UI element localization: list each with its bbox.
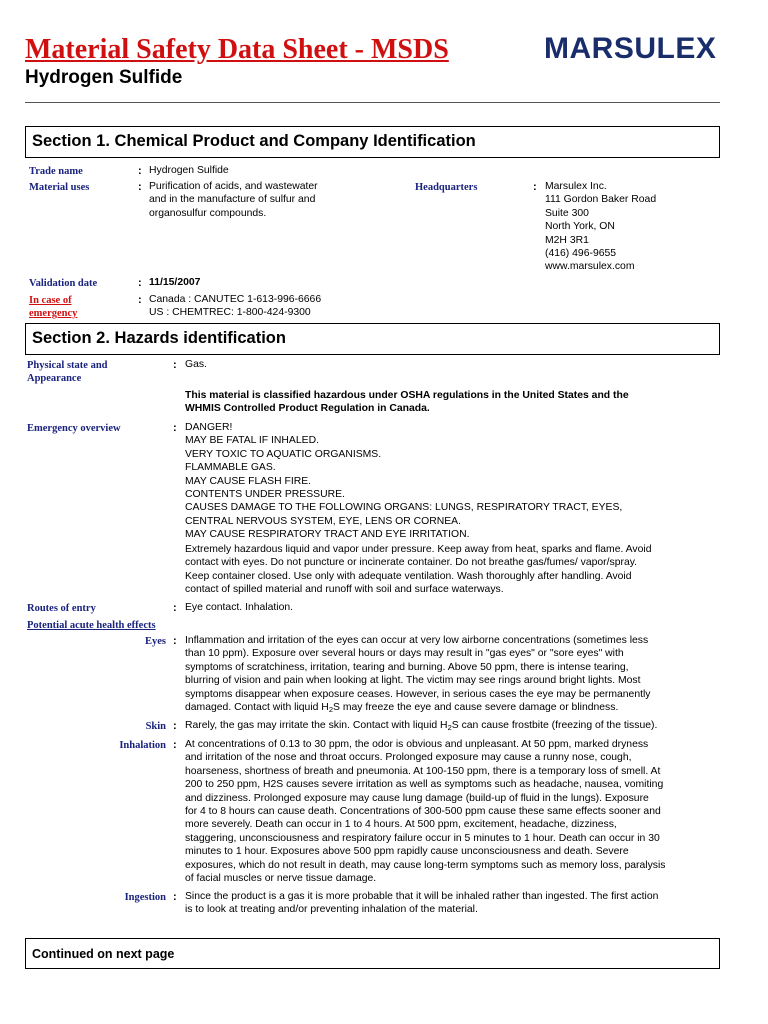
trade-name-label: Trade name xyxy=(29,166,83,177)
section-1-header xyxy=(25,126,720,158)
eyes-effects-text-end: S may freeze the eye and cause severe damage or blindness. xyxy=(333,702,619,714)
header-divider xyxy=(25,102,720,103)
routes-of-entry-value: Eye contact. Inhalation. xyxy=(185,602,294,613)
osha-classification-notice: This material is classified hazardous under OSHA regulations in the United States and the WHMIS Controlled Product Regulation in Canada. xyxy=(185,390,629,415)
colon: : xyxy=(533,181,537,193)
physical-state-value: Gas. xyxy=(185,359,207,370)
continued-text: Continued on next page xyxy=(32,947,175,961)
colon: : xyxy=(138,181,142,193)
emergency-overview-label: Emergency overview xyxy=(27,423,121,434)
eyes-effects xyxy=(185,634,720,714)
validation-date-label: Validation date xyxy=(29,278,98,289)
routes-of-entry-label: Routes of entry xyxy=(27,603,96,614)
skin-label: Skin xyxy=(145,721,166,732)
skin-effects-text-end: S can cause frostbite (freezing of the tissue). xyxy=(451,720,658,731)
physical-state-label: Physical state and Appearance xyxy=(27,360,108,384)
section-2-header xyxy=(25,323,720,355)
colon: : xyxy=(138,294,142,306)
colon: : xyxy=(173,720,177,732)
skin-effects xyxy=(185,719,657,732)
continued-footer xyxy=(25,938,720,969)
section-2-title: Section 2. Hazards identification xyxy=(32,329,286,347)
colon: : xyxy=(138,277,142,289)
eyes-effects-text: Inflammation and irritation of the eyes can occur at very low airborne concentrations (sometimes less than 10 ppm). Exposure over several hours or days may result in "gas eyes" or "sore eyes" with symptoms of scratchiness, irritation, tearing and burning. Above 50 ppm, there is intense tearing, blurring of vision and pain when looking at light. The victim may see rings around bright lights. Most symptoms disappear when exposure ceases. However, in serious cases the eye may be permanently damaged. Contact with liquid H xyxy=(185,635,651,714)
emergency-overview-warnings: DANGER! MAY BE FATAL IF INHALED. VERY TOXIC TO AQUATIC ORGANISMS. FLAMMABLE GAS. MAY CAUSE FLASH FIRE. CONTENTS UNDER PRESSURE. CAUSES DAMAGE TO THE FOLLOWING ORGANS: LUNGS, RESPIRATORY TRACT, EYES, CENTRAL NERVOUS SYSTEM, EYE, LENS OR CORNEA. MAY CAUSE RESPIRATORY TRACT AND EYE IRRITATION. xyxy=(185,422,623,541)
colon: : xyxy=(173,422,177,434)
headquarters-address: Marsulex Inc. 111 Gordon Baker Road Suite 300 North York, ON M2H 3R1 (416) 496-9655 www.marsulex.com xyxy=(545,181,657,273)
subscript: 2 xyxy=(447,723,452,732)
product-subtitle: Hydrogen Sulfide xyxy=(25,67,183,88)
ingestion-label: Ingestion xyxy=(124,892,166,903)
acute-health-effects-heading: Potential acute health effects xyxy=(27,620,156,631)
emergency-contact-value: Canada : CANUTEC 1-613-996-6666 US : CHEMTREC: 1-800-424-9300 xyxy=(149,294,322,319)
colon: : xyxy=(173,602,177,614)
emergency-overview-text: Extremely hazardous liquid and vapor under pressure. Keep away from heat, sparks and flame. Avoid contact with eyes. Do not puncture or incinerate container. Do not breathe gas/fumes/ vapor/spray. Keep container closed. Use only with adequate ventilation. Wash thoroughly after handling. Avoid contact of spilled material and runoff with soil and surface waterways. xyxy=(185,544,652,596)
marsulex-logo: MARSULEX xyxy=(544,32,717,65)
skin-effects-text: Rarely, the gas may irritate the skin. Contact with liquid H xyxy=(185,720,448,731)
colon: : xyxy=(173,359,177,371)
section-1-title: Section 1. Chemical Product and Company Identification xyxy=(32,132,476,150)
trade-name-value: Hydrogen Sulfide xyxy=(149,165,229,176)
material-uses-value: Purification of acids, and wastewater and in the manufacture of sulfur and organosulfur compounds. xyxy=(149,181,318,219)
inhalation-label: Inhalation xyxy=(119,740,166,751)
validation-date-value: 11/15/2007 xyxy=(149,277,201,288)
colon: : xyxy=(138,165,142,177)
headquarters-label: Headquarters xyxy=(415,182,478,193)
emergency-contact-label: In case of emergency xyxy=(29,295,78,319)
eyes-label: Eyes xyxy=(145,636,166,647)
colon: : xyxy=(173,891,177,903)
document-title: Material Safety Data Sheet - MSDS xyxy=(25,34,449,65)
ingestion-effects: Since the product is a gas it is more probable that it will be inhaled rather than ingested. The first action is to look at treating and/or preventing inhalation of the material. xyxy=(185,891,659,916)
colon: : xyxy=(173,635,177,647)
subscript: 2 xyxy=(328,705,333,715)
material-uses-label: Material uses xyxy=(29,182,90,193)
inhalation-effects: At concentrations of 0.13 to 30 ppm, the odor is obvious and unpleasant. At 50 ppm, marked dryness and irritation of the nose and throat occurs. Prolonged exposure may cause a runny nose, cough, hoarseness, shortness of breath and pneumonia. At 100-150 ppm, there is a temporary loss of smell. At 200 to 250 ppm, H2S causes severe irritation as well as symptoms such as headache, nausea, vomiting and dizziness. Prolonged exposure may cause lung damage (build-up of fluid in the lungs). Exposure for 4 to 8 hours can cause death. Concentrations of 300-500 ppm cause these same effects sooner and more severely. Death can occur in 1 to 4 hours. At 500 ppm, excitement, headache, dizziness, staggering, unconsciousness and respiratory failure occur in 5 minutes to 1 hour. Death can occur in 30 minutes to 1 hour. Exposures above 500 ppm rapidly cause unconsciousness and death. Severe exposures, which do not result in death, may cause long-term symptoms such as memory loss, paralysis of facial muscles or nerve tissue damage. xyxy=(185,739,666,885)
colon: : xyxy=(173,739,177,751)
